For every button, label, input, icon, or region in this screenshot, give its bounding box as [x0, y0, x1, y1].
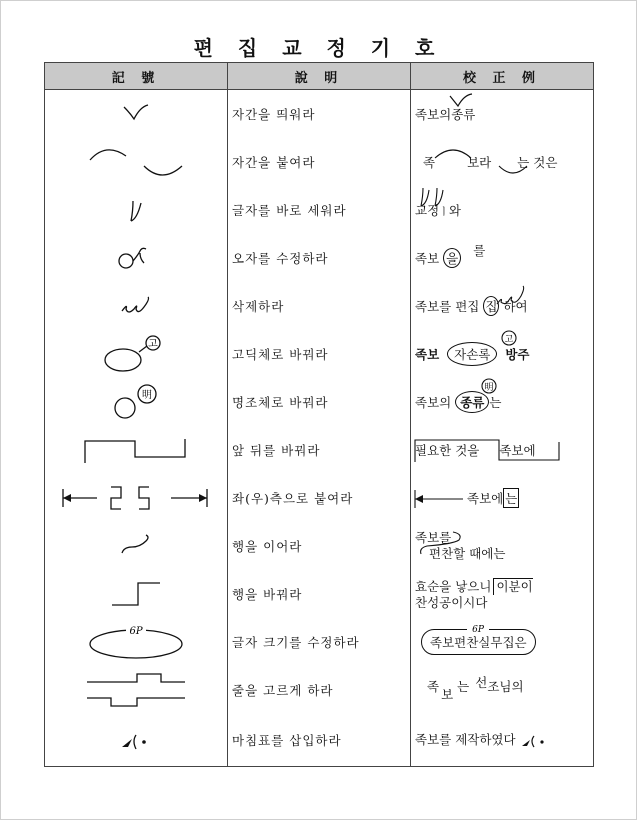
symbol-new-line	[45, 570, 228, 618]
example-text: 족보편찬실무집은	[421, 629, 536, 655]
example-text: 족보	[415, 347, 440, 362]
example-text: 편찬할 때에는	[429, 546, 506, 561]
example-text: 는	[457, 679, 470, 694]
table-row	[45, 90, 594, 139]
symbol-delete	[45, 282, 228, 330]
table-row	[45, 282, 594, 330]
example-text: 족보를 제작하였다	[415, 731, 516, 747]
symbol-correct-typo	[45, 234, 228, 282]
example	[411, 330, 594, 378]
example-text: 는	[503, 488, 519, 508]
example	[411, 570, 594, 618]
example-text: 교정	[415, 203, 440, 218]
description: 앞 뒤를 바꿔라	[228, 426, 411, 474]
description: 글자 크기를 수정하라	[228, 618, 411, 666]
example	[411, 666, 594, 714]
example-text: 집	[483, 296, 499, 316]
symbol-align-lines	[45, 666, 228, 714]
symbol-straighten	[45, 186, 228, 234]
symbol-gothic	[45, 330, 228, 378]
example-text: 조님의	[487, 679, 524, 694]
example-text: 족보	[415, 251, 440, 266]
description: 명조체로 바꿔라	[228, 378, 411, 426]
symbol-myeongjo	[45, 378, 228, 426]
table-row	[45, 618, 594, 666]
example	[411, 378, 594, 426]
table-row	[45, 378, 594, 426]
example-text: 보라	[467, 155, 492, 170]
header-example: 校 正 例	[411, 63, 594, 90]
proofreading-table	[44, 62, 594, 767]
description: 행을 바꿔라	[228, 570, 411, 618]
example-text: 는	[489, 395, 502, 410]
gothic-mark: 고	[148, 339, 158, 350]
symbol-insert-period	[45, 714, 228, 767]
symbol-font-size	[45, 618, 228, 666]
symbol-space-apart	[45, 90, 228, 139]
example	[411, 618, 594, 666]
example-text: 족	[423, 155, 436, 170]
example: 교정ㅣ와	[411, 186, 594, 234]
example	[411, 522, 594, 570]
symbol-move-side	[45, 474, 228, 522]
myeongjo-mark: 明	[484, 383, 494, 393]
myeongjo-mark: 明	[142, 390, 152, 401]
table-row	[45, 474, 594, 522]
header-row	[45, 63, 594, 90]
example	[411, 234, 594, 282]
example-text: 족보의	[415, 395, 452, 410]
description: 행을 이어라	[228, 522, 411, 570]
example-text: 선	[475, 675, 488, 690]
example-text: 자손록	[447, 342, 497, 366]
example-text: 하여	[503, 299, 528, 314]
example	[411, 138, 594, 186]
example	[411, 90, 594, 139]
example	[411, 714, 594, 767]
description: 마침표를 삽입하라	[228, 714, 411, 767]
example-text: 찬성공이시다	[415, 594, 488, 610]
example-text: 을	[443, 248, 461, 268]
size-mark: 6P	[129, 626, 143, 637]
description: 자간을 붙여라	[228, 138, 411, 186]
description: 줄을 고르게 하라	[228, 666, 411, 714]
example-text: 를	[473, 243, 486, 258]
table-row	[45, 330, 594, 378]
description: 좌(우)측으로 붙여라	[228, 474, 411, 522]
table-row	[45, 186, 594, 234]
table-row	[45, 138, 594, 186]
description: 자간을 띄워라	[228, 90, 411, 139]
description: 오자를 수정하라	[228, 234, 411, 282]
symbol-join-lines	[45, 522, 228, 570]
description: 글자를 바로 세워라	[228, 186, 411, 234]
table-row	[45, 426, 594, 474]
example-text: 보	[441, 687, 454, 702]
example-text: 는 것은	[517, 155, 558, 170]
table-row	[45, 234, 594, 282]
example	[411, 282, 594, 330]
gothic-mark: 고	[504, 335, 514, 345]
example	[411, 426, 594, 474]
table-row	[45, 714, 594, 767]
description: 삭제하라	[228, 282, 411, 330]
header-description: 說 明	[228, 63, 411, 90]
example-text: 필요한 것을	[415, 443, 480, 458]
example-text: 족보에	[499, 443, 536, 458]
example-text: 족보의종류	[415, 107, 476, 122]
example-text: 방주	[505, 347, 530, 362]
table-row	[45, 570, 594, 618]
table-row	[45, 522, 594, 570]
symbol-close-up	[45, 138, 228, 186]
example-text: 효순을 낳으니	[415, 578, 492, 594]
table-row	[45, 666, 594, 714]
size-mark: 6P	[472, 625, 484, 634]
example-text: 이분이	[493, 578, 532, 595]
description: 고딕체로 바꿔라	[228, 330, 411, 378]
example-text: 족보를	[415, 530, 452, 545]
example-text: 족보를 편집	[415, 299, 480, 314]
symbol-swap	[45, 426, 228, 474]
header-symbol: 記 號	[45, 63, 228, 90]
example-text: 와	[448, 203, 461, 218]
page-title: 편 집 교 정 기 호	[193, 36, 444, 60]
example	[411, 474, 594, 522]
example-text: 종류	[455, 391, 489, 413]
example-text: 족보에	[467, 491, 504, 506]
example-text: 족	[427, 679, 440, 694]
